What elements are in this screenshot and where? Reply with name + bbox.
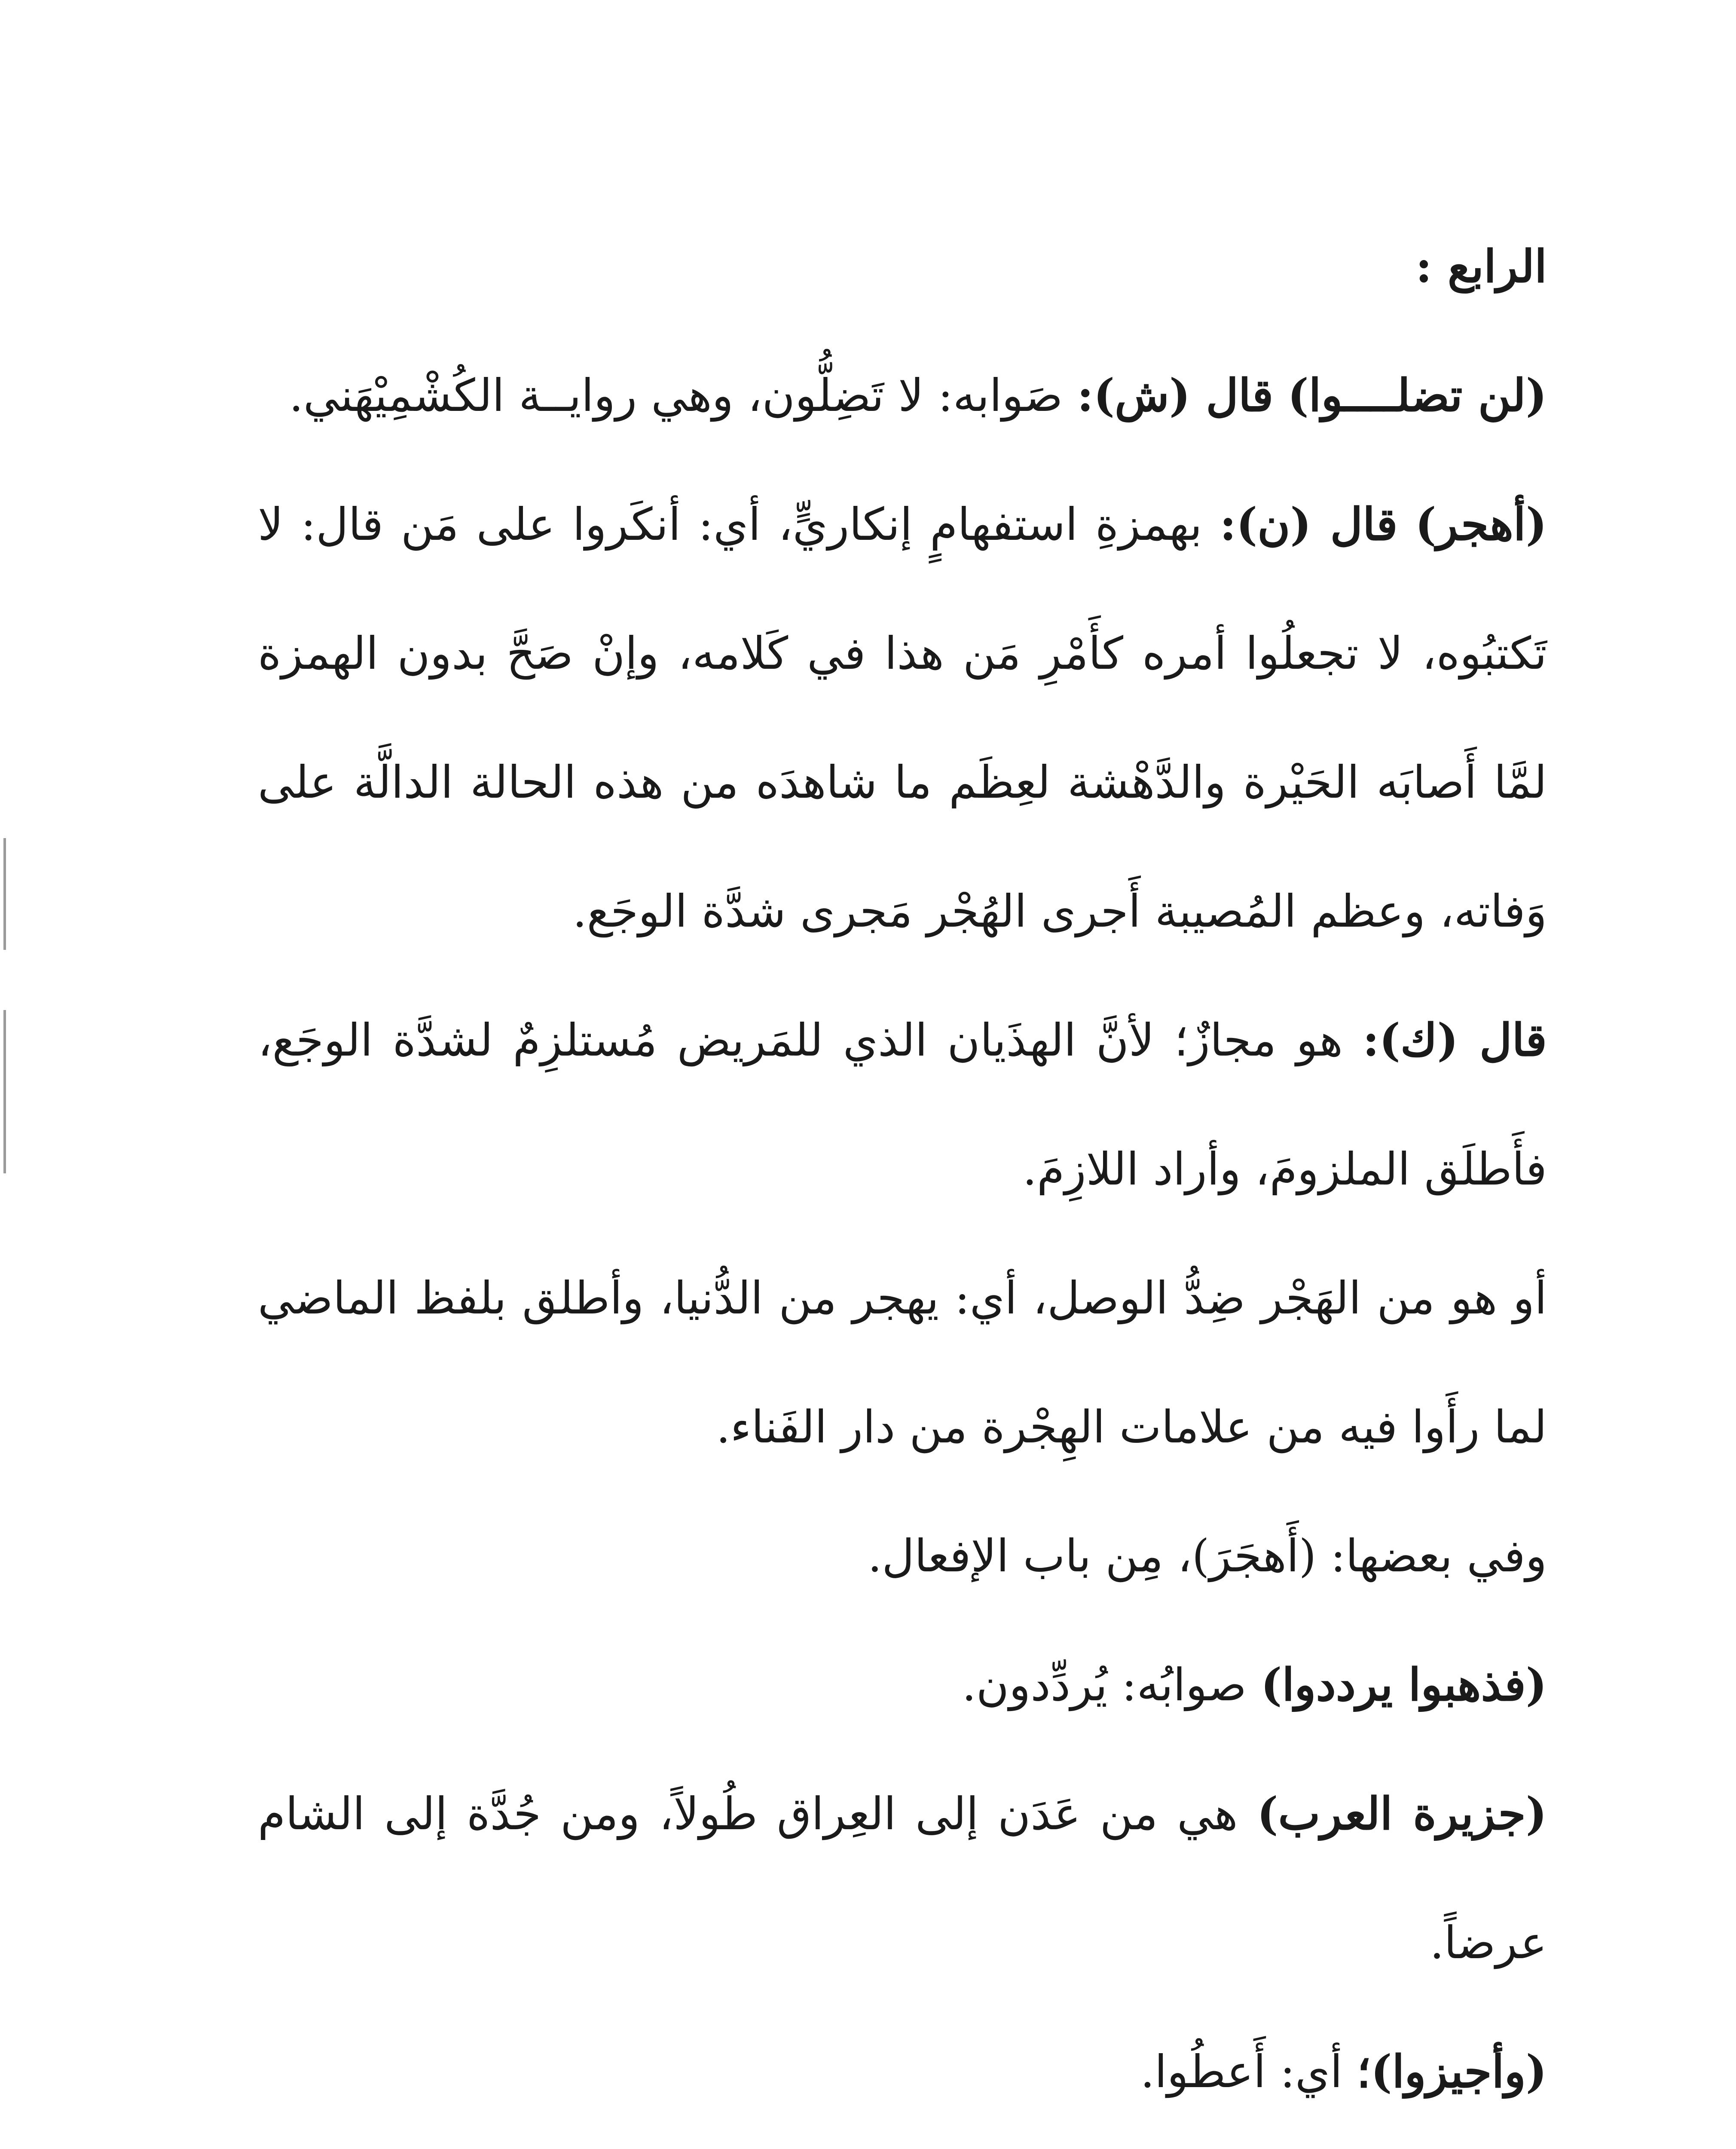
paragraph <box>258 1749 1547 2007</box>
section-heading: الرابع : <box>1415 240 1547 293</box>
paragraph <box>258 976 1547 1234</box>
paragraph-text: وفي بعضها: (أَهجَرَ)، مِن باب الإفعال. <box>868 1530 1547 1582</box>
scan-edge-mark <box>3 1010 6 1173</box>
paragraph-text: هو مجازٌ؛ لأنَّ الهذَيان الذي للمَريض مُستلزِمٌ لشدَّة الوجَع، فأَطلَق الملزومَ، وأراد اللازِمَ. <box>258 1014 1547 1195</box>
lemma: (أهجر) <box>1415 498 1547 551</box>
lemma: (فذهبوا يرددوا) <box>1261 1658 1547 1711</box>
lemma: (وأجيزوا)؛ <box>1357 2045 1547 2098</box>
lemma: (جزيرة العرب) <box>1257 1787 1547 1840</box>
paragraph-text: صوابُه: يُردِّدون. <box>962 1659 1247 1711</box>
paragraph <box>258 460 1547 976</box>
paragraph <box>258 2136 1547 2149</box>
lemma: (لن تضلــــوا) <box>1287 369 1547 422</box>
paragraph-text: صَوابه: لا تَضِلُّون، وهي روايــة الكُشْمِيْهَني. <box>289 369 1063 422</box>
paragraph <box>258 1491 1547 1620</box>
citation: قال (ن): <box>1219 498 1398 551</box>
page-body <box>258 202 1547 2149</box>
paragraph-text: هي من عَدَن إلى العِراق طُولاً، ومن جُدَّة إلى الشام عرضاً. <box>258 1788 1547 1969</box>
paragraph <box>258 1620 1547 1749</box>
scan-edge-mark <box>3 838 6 950</box>
citation: قال (ش): <box>1077 369 1274 422</box>
citation: قال (ك): <box>1363 1013 1547 1066</box>
paragraph-text: أو هو من الهَجْر ضِدُّ الوصل، أي: يهجر من الدُّنيا، وأطلق بلفظ الماضي لما رأَوا فيه من علامات الهِجْرة من دار الفَناء. <box>258 1272 1547 1453</box>
paragraph-text: بهمزةِ استفهامٍ إنكاريٍّ، أي: أنكَروا على مَن قال: لا تَكتبُوه، لا تجعلُوا أمره كأَمْرِ مَن هذا في كَلامه، وإنْ صَحَّ بدون الهمزة لمَّا أَصابَه الحَيْرة والدَّهْشة لعِظَم ما شاهدَه من هذه الحالة الدالَّة على وَفاته، وعظم المُصيبة أَجرى الهُجْر مَجرى شدَّة الوجَع. <box>258 498 1547 937</box>
paragraph-text: أي: أَعطُوا. <box>1140 2045 1343 2098</box>
paragraph <box>258 2007 1547 2136</box>
paragraph <box>258 331 1547 460</box>
paragraph <box>258 1234 1547 1491</box>
